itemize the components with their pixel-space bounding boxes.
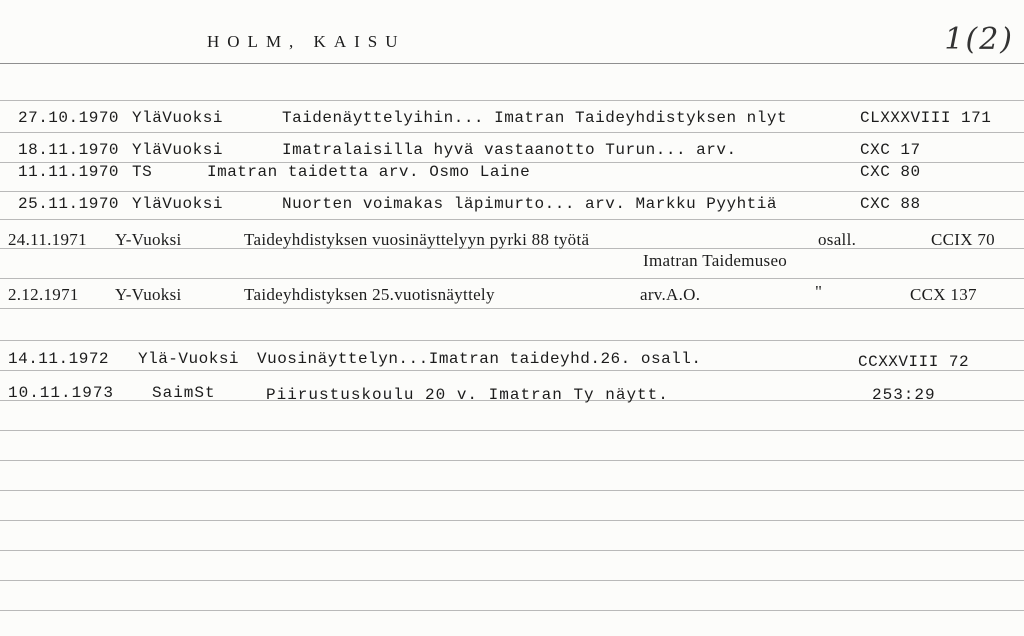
ditto-mark: " (815, 282, 823, 301)
entry-ref: CXC 17 (860, 141, 921, 159)
entry-ref: CXC 88 (860, 195, 921, 213)
entry-ref: 253:29 (872, 386, 936, 404)
entry-title: Imatralaisilla hyvä vastaanotto Turun... arv. (282, 141, 737, 159)
entry-title: Taidenäyttelyihin... Imatran Taideyhdistyksen nlyt (282, 109, 788, 127)
entry-date: 11.11.1970 (18, 163, 120, 181)
entry-ref: CCXXVIII 72 (858, 353, 970, 371)
rule-line (0, 430, 1024, 431)
entry-title: Taideyhdistyksen 25.vuotisnäyttely (244, 285, 495, 304)
entry-ref: CCIX 70 (931, 230, 995, 249)
entry-date: 24.11.1971 (8, 230, 87, 249)
rule-line (0, 132, 1024, 133)
entry-source: Y-Vuoksi (115, 285, 182, 304)
rule-line (0, 308, 1024, 309)
rule-line (0, 191, 1024, 192)
entry-date: 27.10.1970 (18, 109, 120, 127)
rule-line (0, 219, 1024, 220)
entry-subnote: Imatran Taidemuseo (643, 251, 788, 270)
entry-ref: CCX 137 (910, 285, 977, 304)
entry-title: Nuorten voimakas läpimurto... arv. Markku Pyyhtiä (282, 195, 777, 213)
entry-ref: CXC 80 (860, 163, 921, 181)
card-name: HOLM, KAISU (207, 32, 406, 51)
entry-date: 14.11.1972 (8, 350, 110, 368)
rule-line (0, 520, 1024, 521)
entry-ref: CLXXXVIII 171 (860, 109, 992, 127)
entry-source: SaimSt (152, 384, 216, 402)
rule-line (0, 550, 1024, 551)
rule-line (0, 100, 1024, 101)
entry-source: YläVuoksi (132, 141, 223, 159)
page-number: 1(2) (944, 22, 1014, 57)
rule-line (0, 580, 1024, 581)
entry-title: Vuosinäyttelyn...Imatran taideyhd.26. osall. (257, 350, 702, 368)
entry-title: Imatran taidetta arv. Osmo Laine (207, 163, 531, 181)
entry-note: osall. (818, 230, 857, 249)
entry-source: Ylä-Vuoksi (138, 350, 240, 368)
entry-source: YläVuoksi (132, 195, 223, 213)
rule-line (0, 278, 1024, 279)
entry-title: Taideyhdistyksen vuosinäyttelyyn pyrki 88 työtä (244, 230, 590, 249)
entry-date: 10.11.1973 (8, 384, 115, 402)
rule-line (0, 340, 1024, 341)
entry-title: Piirustuskoulu 20 v. Imatran Ty näytt. (266, 386, 669, 404)
entry-source: TS (132, 163, 153, 181)
rule-line (0, 460, 1024, 461)
entry-date: 25.11.1970 (18, 195, 120, 213)
entry-source: YläVuoksi (132, 109, 223, 127)
header-rule (0, 63, 1024, 64)
entry-note: arv.A.O. (640, 285, 701, 304)
entry-date: 18.11.1970 (18, 141, 120, 159)
entry-date: 2.12.1971 (8, 285, 79, 304)
entry-source: Y-Vuoksi (115, 230, 182, 249)
rule-line (0, 610, 1024, 611)
rule-line (0, 490, 1024, 491)
